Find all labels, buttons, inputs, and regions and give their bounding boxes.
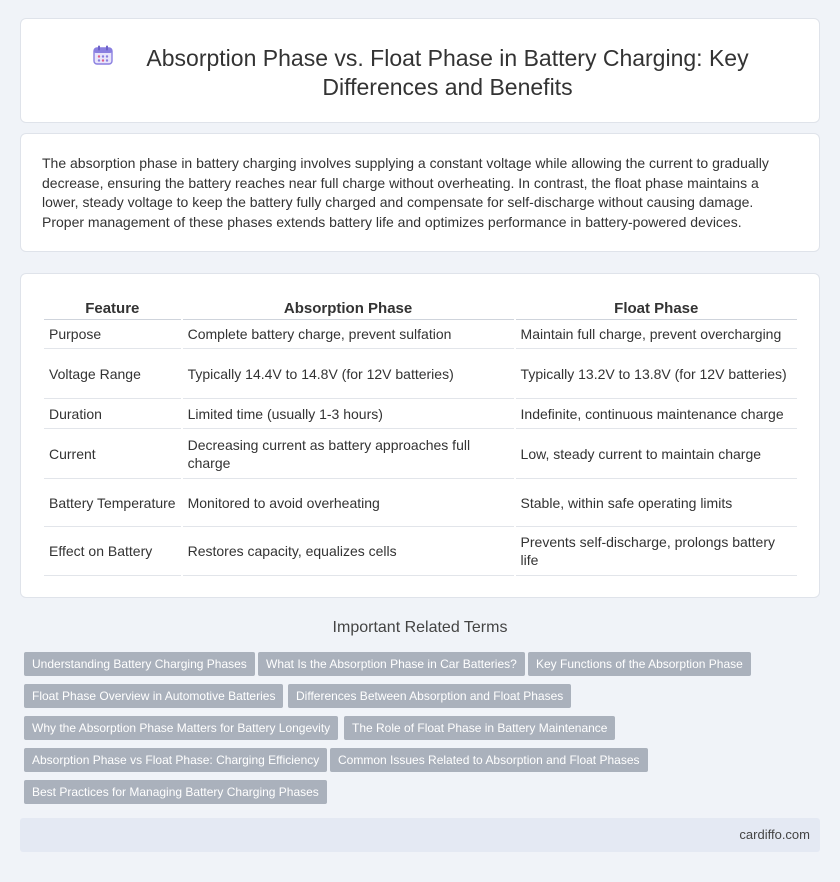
related-tag-link[interactable]: Key Functions of the Absorption Phase [528, 652, 751, 676]
intro-card [20, 133, 820, 252]
related-tag-link[interactable]: Float Phase Overview in Automotive Batteries [24, 684, 283, 708]
table-row [44, 479, 797, 527]
row-feature: Battery Temperature [44, 479, 181, 527]
table-row [44, 349, 797, 399]
row-float: Indefinite, continuous maintenance charge [516, 399, 797, 429]
table-row [44, 527, 797, 576]
related-tag-link[interactable]: What Is the Absorption Phase in Car Batteries? [258, 652, 525, 676]
footer-bar [20, 818, 820, 852]
related-tag-link[interactable]: Common Issues Related to Absorption and Float Phases [330, 748, 648, 772]
row-feature: Duration [44, 399, 181, 429]
row-feature: Current [44, 429, 181, 479]
table-header-row [44, 294, 797, 320]
intro-paragraph: The absorption phase in battery charging involves supplying a constant voltage while allowing the current to gradually decrease, ensuring the battery reaches near full charge without overheating. In contrast, the float phase maintains a lower, steady voltage to keep the battery fully charged and compensate for self-discharge without causing damage. Proper management of these phases extends battery life and optimizes performance in battery-powered devices. [42, 155, 769, 230]
related-tag-link[interactable]: Differences Between Absorption and Float Phases [288, 684, 571, 708]
row-float: Maintain full charge, prevent overcharging [516, 320, 797, 349]
row-feature: Effect on Battery [44, 527, 181, 576]
row-float: Prevents self-discharge, prolongs battery life [516, 527, 797, 576]
header-float-phase: Float Phase [516, 294, 797, 320]
row-feature: Purpose [44, 320, 181, 349]
related-terms-heading: Important Related Terms [332, 619, 508, 636]
footer-site-name: cardiffo.com [739, 827, 810, 842]
table-row [44, 399, 797, 429]
related-tag-link[interactable]: Best Practices for Managing Battery Charging Phases [24, 780, 327, 804]
related-tag-link[interactable]: The Role of Float Phase in Battery Maintenance [344, 716, 615, 740]
header-feature: Feature [44, 294, 181, 320]
row-absorption: Monitored to avoid overheating [183, 479, 514, 527]
row-float: Typically 13.2V to 13.8V (for 12V batteries) [516, 349, 797, 399]
related-tag-link[interactable]: Why the Absorption Phase Matters for Battery Longevity [24, 716, 338, 740]
comparison-table [42, 294, 799, 576]
related-tag-link[interactable]: Absorption Phase vs Float Phase: Charging Efficiency [24, 748, 327, 772]
comparison-table-card [20, 273, 820, 598]
row-feature: Voltage Range [44, 349, 181, 399]
table-row [44, 320, 797, 349]
header-card [20, 18, 820, 123]
row-float: Stable, within safe operating limits [516, 479, 797, 527]
row-absorption: Typically 14.4V to 14.8V (for 12V batteries) [183, 349, 514, 399]
row-absorption: Complete battery charge, prevent sulfation [183, 320, 514, 349]
page-title: Absorption Phase vs. Float Phase in Battery Charging: Key Differences and Benefits [146, 45, 749, 100]
row-float: Low, steady current to maintain charge [516, 429, 797, 479]
row-absorption: Restores capacity, equalizes cells [183, 527, 514, 576]
table-row [44, 429, 797, 479]
header-absorption-phase: Absorption Phase [183, 294, 514, 320]
related-tag-link[interactable]: Understanding Battery Charging Phases [24, 652, 255, 676]
row-absorption: Limited time (usually 1-3 hours) [183, 399, 514, 429]
row-absorption: Decreasing current as battery approaches full charge [183, 429, 514, 479]
